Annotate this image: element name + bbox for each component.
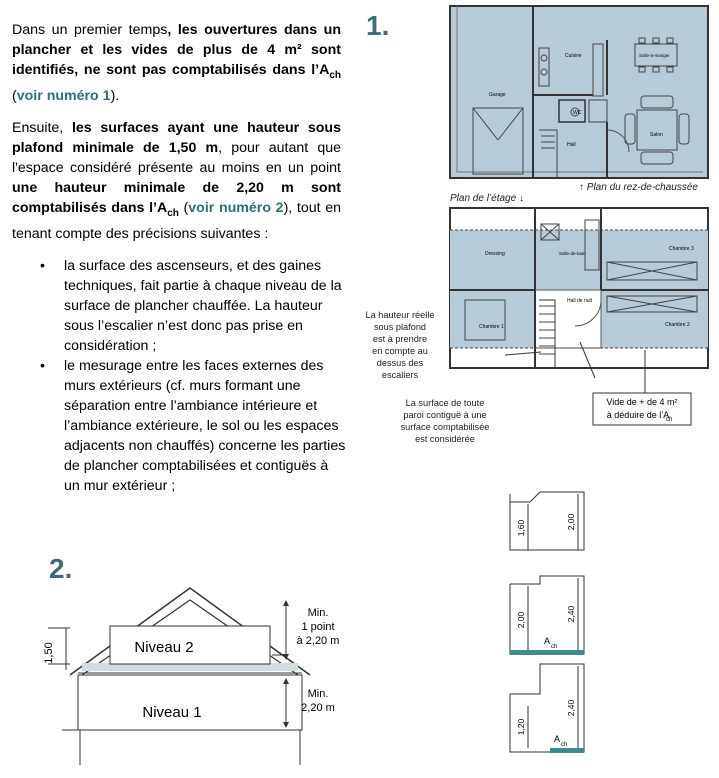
s1-right-dim: 2,00: [566, 513, 576, 531]
s2-right-dim: 2,40: [566, 605, 576, 623]
figure-1-number: 1.: [366, 10, 390, 41]
bullet-2-text: le mesurage entre les faces externes des murs extérieurs (cf. murs formant une séparation entre l’ambiance intérieure et l’ambiance extérieure, le sol ou les espaces adjacents non chauffés) concerne les parties de plancher comptabilisées et contiguës à un mur extérieur ;: [64, 358, 346, 494]
s3-right-dim: 2,40: [566, 699, 576, 717]
s3-ach: A: [554, 734, 561, 744]
section-1: [510, 492, 584, 550]
second-paragraph: [12, 118, 341, 244]
min-top-line3: à 2,20 m: [296, 635, 340, 647]
bullet-icon: •: [40, 358, 45, 374]
garage-label: Garage: [489, 92, 506, 98]
svg-text:est considérée: est considérée: [415, 434, 475, 444]
wc-label: WC: [573, 110, 582, 116]
house-section: [40, 580, 360, 778]
section-2: [510, 576, 584, 655]
p2-text-e: (: [178, 200, 189, 216]
min-top-line2: 1 point: [301, 621, 335, 633]
intro-paragraph: [12, 20, 341, 106]
level-1-label: Niveau 1: [142, 704, 202, 721]
figure-2-number: 2.: [49, 553, 73, 584]
stairs-note: [366, 310, 435, 380]
void-note-line2: à déduire de l’A: [606, 410, 670, 420]
wall-note: [401, 398, 490, 444]
min-top-line1: Min.: [307, 607, 329, 619]
s3-counted-floor: [550, 748, 584, 753]
night-hall-label: Hall de nuit: [567, 298, 593, 304]
list-item: [20, 256, 346, 356]
s2-left-dim: 2,00: [516, 611, 526, 629]
p2-sub: ch: [167, 207, 179, 219]
level-2-label: Niveau 2: [134, 639, 194, 656]
svg-text:est à prendre: est à prendre: [372, 334, 428, 344]
section-3: [510, 664, 584, 753]
kitchen-label: Cuisine: [565, 53, 582, 59]
bullet-1-text: la surface des ascenseurs, et des gaines techniques, fait partie à chaque niveau de la surface de plancher chauffée. La hauteur sous l’escalier n’est donc pas prise en considération ;: [64, 258, 342, 354]
s3-ach-sub: ch: [561, 742, 568, 748]
void-note-sub: ch: [666, 417, 673, 423]
p2-text-a: Ensuite,: [12, 120, 72, 136]
svg-text:surface comptabilisée: surface comptabilisée: [400, 422, 490, 432]
s2-ach: A: [544, 636, 551, 646]
bedroom-1-label: Chambre 1: [479, 324, 504, 330]
p1-text-bold: , les ouvertures dans un plancher et les vides de plus de 4 m² sont identifiés, ne sont pas comptabilisés dans l’A: [12, 22, 341, 78]
see-number-1-link[interactable]: voir numéro 1: [16, 87, 111, 104]
p1-text-d: ).: [110, 87, 120, 104]
p1-text-c: (: [12, 87, 17, 104]
bedroom-3-label: Chambre 3: [669, 246, 694, 252]
s3-left-dim: 1,20: [516, 718, 526, 736]
dim-150-label: 1,50: [43, 642, 55, 664]
p2-text-bold-1: les surfaces ayant une hauteur sous plafond minimale de 1,50 m: [12, 120, 341, 156]
upper-plan-caption: Plan de l’étage ↓: [450, 193, 524, 204]
s2-ach-sub: ch: [551, 644, 558, 650]
p2-text-f: ), tout en tenant compte des précisions suivantes :: [12, 200, 342, 242]
bathroom-label: Salle-de-bain: [559, 251, 586, 256]
svg-text:sous plafond: sous plafond: [373, 322, 427, 332]
dressing-label: Dressing: [485, 251, 505, 257]
precision-list: [20, 256, 346, 496]
see-number-2-link[interactable]: voir numéro 2: [188, 200, 284, 216]
upper-floor-plan: [450, 208, 708, 378]
salon-label: Salon: [650, 132, 663, 138]
svg-text:paroi contiguë à une: paroi contiguë à une: [403, 410, 487, 420]
svg-text:La surface de toute: La surface de toute: [405, 398, 485, 408]
p1-text-a: Dans un premier temps: [12, 22, 168, 38]
height-sections: [500, 484, 600, 774]
p1-sub: ch: [329, 69, 341, 81]
bullet-icon: •: [40, 258, 45, 274]
void-note-line1: Vide de + de 4 m²: [606, 397, 678, 407]
min-bottom-line2: 2,20 m: [301, 702, 335, 714]
p2-text-bold-2: une hauteur minimale de 2,20 m sont comptabilisés dans l’A: [12, 180, 341, 216]
ground-floor-plan: [450, 6, 708, 178]
svg-text:dessus des: dessus des: [376, 358, 424, 368]
svg-text:en compte au: en compte au: [372, 346, 428, 356]
list-item: [20, 356, 346, 496]
ground-plan-caption: ↑ Plan du rez-de-chaussée: [579, 182, 698, 193]
s2-counted-floor: [510, 650, 584, 655]
bedroom-2-label: Chambre 2: [665, 322, 690, 328]
svg-text:La hauteur réelle: La hauteur réelle: [365, 310, 435, 320]
dining-label: Salle-à-manger: [639, 53, 670, 58]
s1-left-dim: 1,60: [516, 519, 526, 537]
floor-plans: [345, 0, 719, 460]
hall-label: Hall: [567, 142, 576, 148]
min-bottom-line1: Min.: [307, 688, 329, 700]
p2-text-c: , pour autant que l'espace considéré présente au moins en un point: [12, 140, 342, 176]
svg-text:escaliers: escaliers: [381, 370, 419, 380]
